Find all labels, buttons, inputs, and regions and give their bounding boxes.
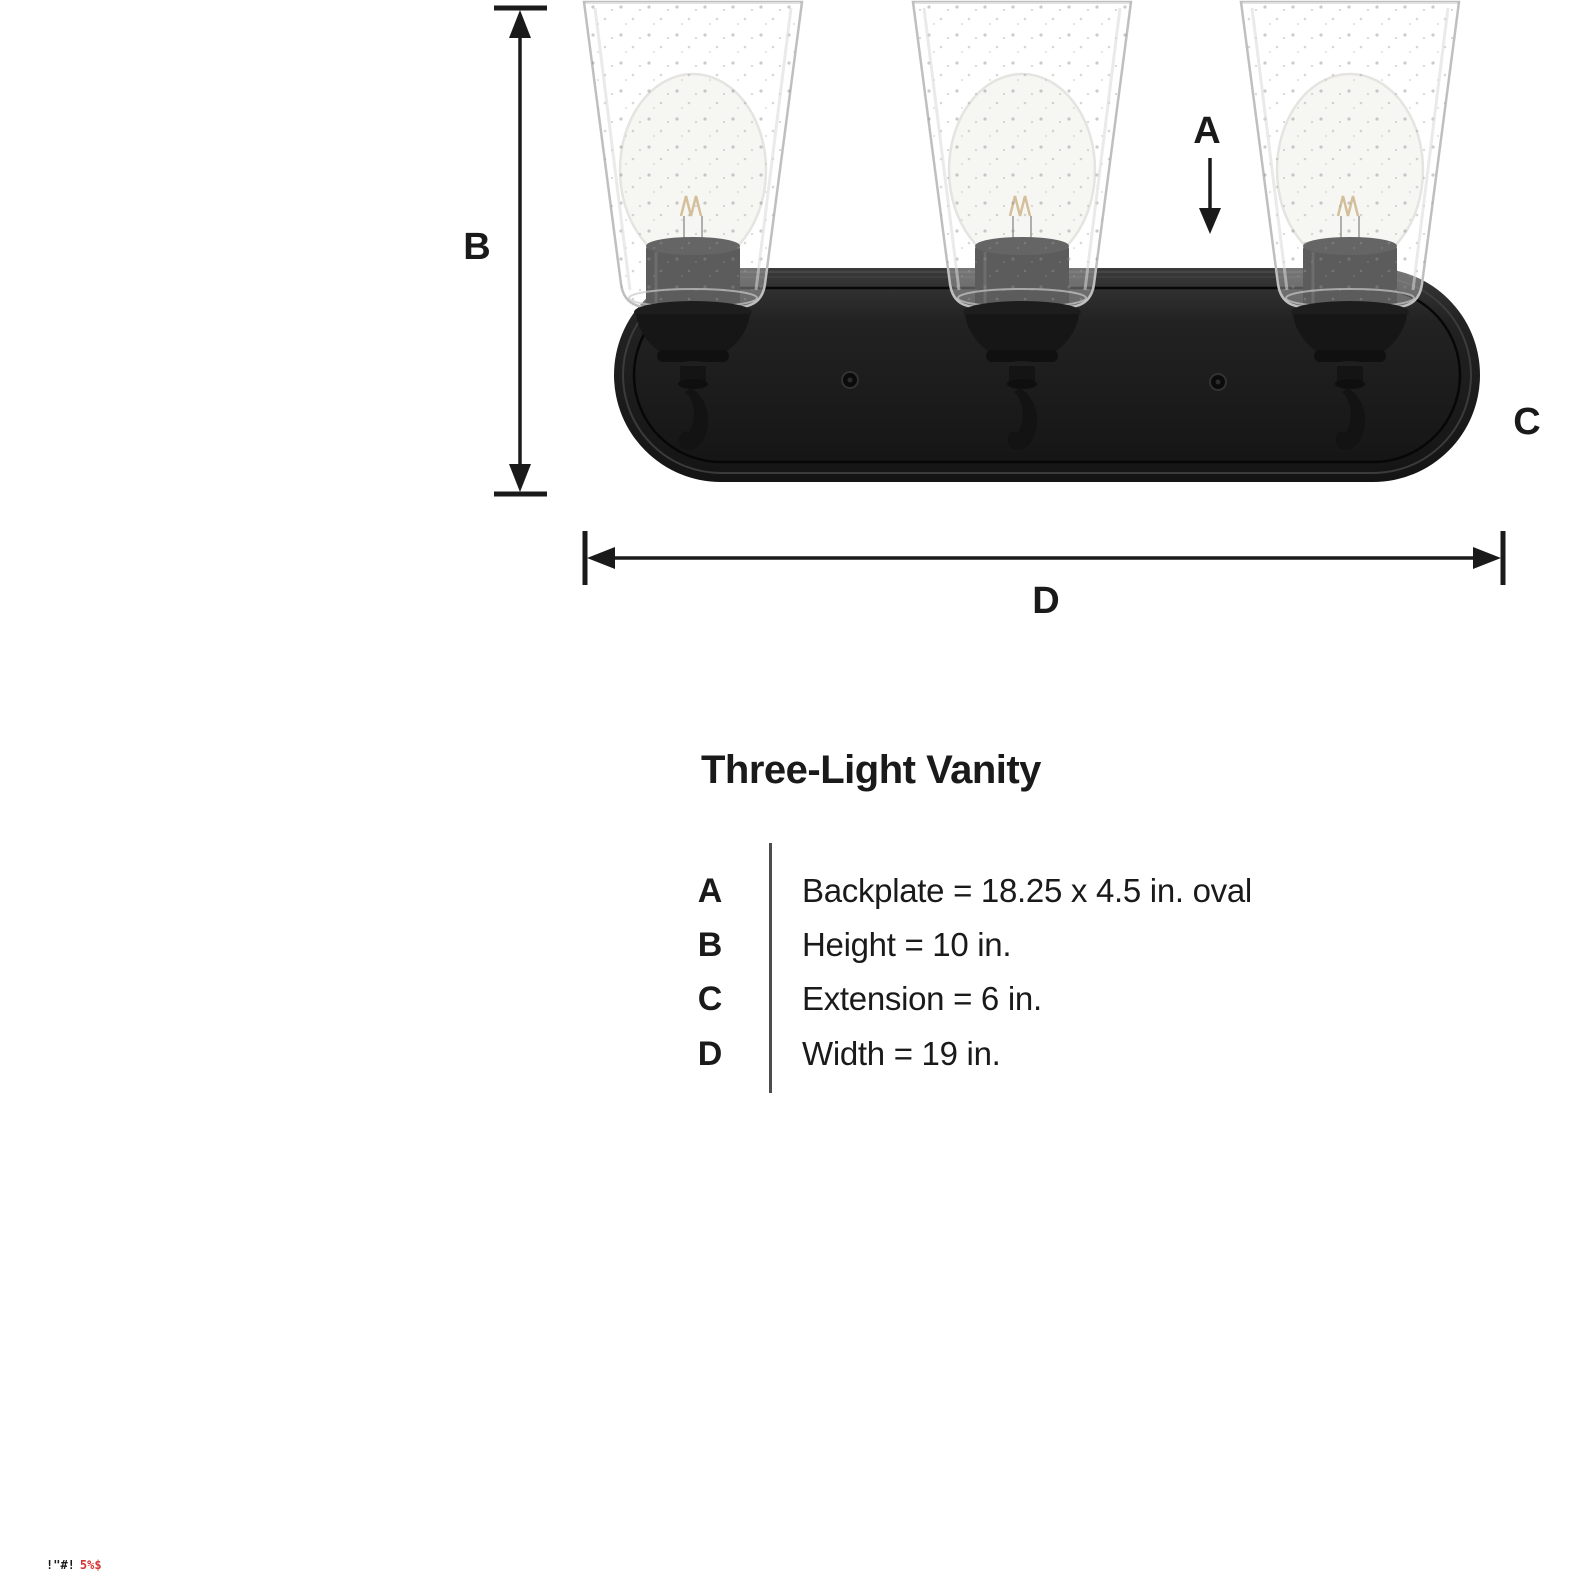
watermark-black-text: !"#! [46,1558,75,1572]
glass-shade [913,2,1131,307]
dim-label-b: B [463,226,491,268]
spec-row-backplate [655,874,1252,908]
spec-value: Backplate = 18.25 x 4.5 in. oval [802,872,1252,909]
glass-shade [1241,2,1459,307]
dim-b-arrow-up-icon [509,10,531,38]
spec-key: A [697,872,723,910]
watermark-red-text: 5%$ [79,1558,102,1572]
product-title: Three-Light Vanity [701,748,1041,792]
dim-label-a: A [1193,110,1221,152]
spec-key: B [697,926,723,964]
spec-key: C [697,980,723,1018]
mounting-screw-left [842,372,858,388]
spec-key: D [697,1035,723,1073]
spec-value: Width = 19 in. [802,1035,1001,1072]
spec-row-extension [655,982,1042,1016]
spec-row-height [655,928,1011,962]
dim-d-arrow-right-icon [1473,547,1501,569]
pointer-a-arrow [1199,158,1221,234]
dimension-height-b [494,8,547,494]
spec-value: Extension = 6 in. [802,980,1042,1017]
dimension-width-d [585,531,1503,585]
dim-label-c: C [1513,401,1541,443]
spec-value: Height = 10 in. [802,926,1012,963]
dim-label-d: D [1032,580,1060,622]
mounting-screw-right [1210,374,1226,390]
glass-shade [584,2,802,307]
corner-watermark [46,1558,102,1572]
vanity-fixture-diagram [0,0,1584,680]
pointer-a-arrowhead-icon [1199,208,1221,234]
dim-d-arrow-left-icon [587,547,615,569]
dim-b-arrow-down-icon [509,464,531,492]
spec-row-width [655,1037,1001,1071]
